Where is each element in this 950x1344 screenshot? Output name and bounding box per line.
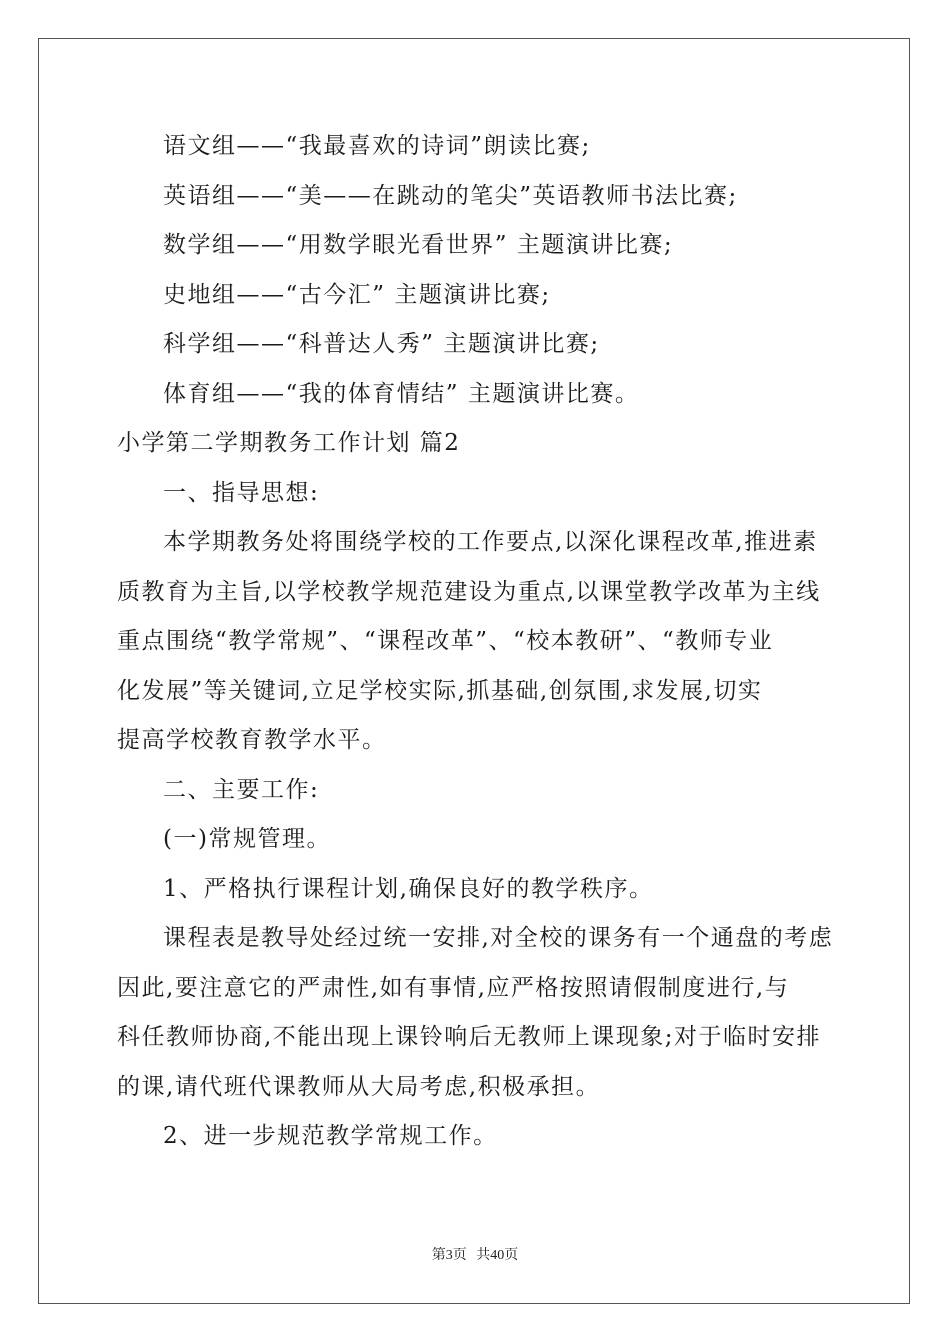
text-line: 二、主要工作: [163,776,320,803]
text-line: 英语组——“美——在跳动的笔尖”英语教师书法比赛; [163,182,738,209]
text-line: 化发展”等关键词,立足学校实际,抓基础,创氛围,求发展,切实 [117,677,763,704]
section-heading: 小学第二学期教务工作计划 篇2 [117,430,461,456]
text-line: 2、进一步规范教学常规工作。 [163,1123,498,1149]
page-number: 第3页 [431,1248,467,1263]
text-line: 的课,请代班代课教师从大局考虑,积极承担。 [117,1073,601,1100]
text-line: 科任教师协商,不能出现上课铃响后无教师上课现象;对于临时安排 [117,1024,822,1050]
text-line: 体育组——“我的体育情结” 主题演讲比赛。 [163,380,640,407]
text-line: 一、指导思想: [163,479,320,506]
document-body [117,122,837,1162]
text-line: 语文组——“我最喜欢的诗词”朗读比赛; [163,133,591,159]
text-line: 1、严格执行课程计划,确保良好的教学秩序。 [163,875,654,902]
page-footer [0,1244,950,1264]
text-line: 提高学校教育教学水平。 [117,727,387,753]
page-total: 共40页 [476,1248,519,1263]
text-line: 质教育为主旨,以学校教学规范建设为重点,以课堂教学改革为主线 [117,578,821,605]
text-line: 史地组——“古今汇” 主题演讲比赛; [163,281,551,308]
text-line: 重点围绕“教学常规”、“课程改革”、“校本教研”、“教师专业 [117,628,774,654]
text-line: 科学组——“科普达人秀” 主题演讲比赛; [163,331,600,357]
text-line: 数学组——“用数学眼光看世界” 主题演讲比赛; [163,232,674,258]
text-line: (一)常规管理。 [163,826,331,852]
text-line: 因此,要注意它的严肃性,如有事情,应严格按照请假制度进行,与 [117,974,790,1001]
text-line: 课程表是教导处经过统一安排,对全校的课务有一个通盘的考虑 [163,925,834,951]
text-line: 本学期教务处将围绕学校的工作要点,以深化课程改革,推进素 [163,529,818,555]
